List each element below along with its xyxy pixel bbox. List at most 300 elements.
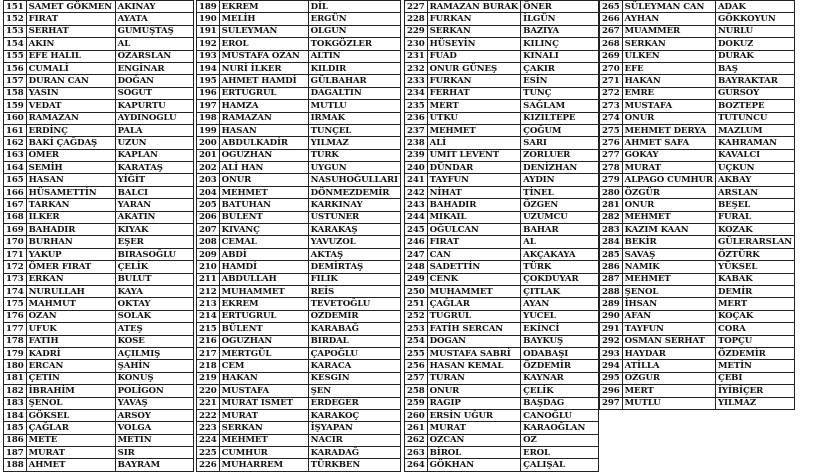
row-number: 184 (4, 409, 27, 421)
first-name: ÖZCAN (427, 434, 521, 446)
table-row (197, 75, 401, 87)
table-row (600, 174, 795, 186)
row-number: 274 (600, 112, 623, 124)
first-name: RAMAZAN (219, 112, 308, 124)
row-number: 257 (405, 372, 428, 384)
first-name: ERCAN (26, 360, 115, 372)
table-row (405, 447, 599, 459)
table-row (197, 372, 401, 384)
row-number: 161 (4, 124, 27, 136)
last-name: KONUŞ (115, 372, 193, 384)
first-name: HAYDAR (622, 347, 715, 359)
row-number: 225 (197, 447, 220, 459)
first-name: ALİ HAN (219, 162, 308, 174)
last-name: KAPURTU (115, 100, 193, 112)
first-name: FUAD (427, 50, 521, 62)
last-name: ÖZGEN (521, 199, 599, 211)
last-name: KIZILTEPE (521, 112, 599, 124)
first-name: EKREM (219, 298, 308, 310)
last-name: KAPLAN (115, 149, 193, 161)
table-row (4, 347, 194, 359)
table-row (600, 75, 795, 87)
first-name: SERKAN (427, 25, 521, 37)
table-row (4, 335, 194, 347)
last-name: ÖZDEMİR (521, 360, 599, 372)
last-name: DENİZHAN (521, 162, 599, 174)
first-name: CUMALİ (26, 62, 115, 74)
last-name: ÖZTÜRK (715, 248, 794, 260)
row-number: 272 (600, 87, 623, 99)
last-name: İLGÜN (521, 13, 599, 25)
row-number: 205 (197, 199, 220, 211)
row-number: 284 (600, 236, 623, 248)
last-name: DEMİRTAŞ (308, 261, 400, 273)
first-name: AKIN (26, 38, 115, 50)
row-number: 275 (600, 124, 623, 136)
last-name: OLGUN (308, 25, 400, 37)
first-name: ONUR (427, 385, 521, 397)
row-number: 224 (197, 434, 220, 446)
first-name: SERKAN (219, 422, 308, 434)
first-name: MURAT (219, 409, 308, 421)
last-name: EŞER (115, 236, 193, 248)
row-number: 183 (4, 397, 27, 409)
first-name: MEHMET (219, 186, 308, 198)
table-row (405, 397, 599, 409)
table-row (600, 162, 795, 174)
last-name: UZUN (115, 137, 193, 149)
table-row (197, 38, 401, 50)
last-name: ZORLUER (521, 149, 599, 161)
first-name: MUHARREM (219, 459, 308, 471)
first-name: DOĞAN (427, 335, 521, 347)
first-name: HASAN (26, 174, 115, 186)
row-number: 286 (600, 261, 623, 273)
row-number: 228 (405, 13, 428, 25)
table-row (600, 38, 795, 50)
first-name: MUHAMMET (219, 285, 308, 297)
first-name: SERKAN (622, 38, 715, 50)
first-name: ERSİN UĞUR (427, 409, 521, 421)
row-number: 267 (600, 25, 623, 37)
last-name: ÇOKDUYAR (521, 273, 599, 285)
table-row (4, 137, 194, 149)
row-number: 178 (4, 335, 27, 347)
first-name: OZAN (26, 310, 115, 322)
first-name: MURAT (427, 422, 521, 434)
row-number: 163 (4, 149, 27, 161)
first-name: MUSTAFA (622, 100, 715, 112)
first-name: İLKER (26, 211, 115, 223)
last-name: OKTAY (115, 298, 193, 310)
row-number: 196 (197, 87, 220, 99)
table-row (600, 360, 795, 372)
last-name: KILDIR (308, 62, 400, 74)
first-name: AFAN (622, 310, 715, 322)
table-row (197, 447, 401, 459)
table-row (4, 1, 194, 13)
last-name: FURAL (715, 211, 794, 223)
row-number: 261 (405, 422, 428, 434)
row-number: 217 (197, 347, 220, 359)
first-name: AHMET HAMDİ (219, 75, 308, 87)
table-row (4, 174, 194, 186)
row-number: 204 (197, 186, 220, 198)
first-name: CAN (427, 248, 521, 260)
last-name: SOLAK (115, 310, 193, 322)
table-row (197, 360, 401, 372)
table-row (600, 87, 795, 99)
last-name: MERT (715, 298, 794, 310)
first-name: MELİH (219, 13, 308, 25)
first-name: ÖZGÜR (622, 372, 715, 384)
row-number: 179 (4, 347, 27, 359)
table-row (4, 298, 194, 310)
first-name: UTKU (427, 112, 521, 124)
table-row (600, 261, 795, 273)
table-row (405, 174, 599, 186)
row-number: 266 (600, 13, 623, 25)
first-name: MEHMET DERYA (622, 124, 715, 136)
table-row (197, 434, 401, 446)
row-number: 173 (4, 273, 27, 285)
last-name: TÜTÜNCÜ (715, 112, 794, 124)
first-name: ONUR GÜNEŞ (427, 62, 521, 74)
last-name: POLİGON (115, 385, 193, 397)
row-number: 153 (4, 25, 27, 37)
first-name: FURKAN (427, 75, 521, 87)
row-number: 159 (4, 100, 27, 112)
first-name: SADETTİN (427, 261, 521, 273)
first-name: EFE HALİL (26, 50, 115, 62)
last-name: CANOĞLU (521, 409, 599, 421)
first-name: EMRE (622, 87, 715, 99)
roster-table-1 (3, 0, 194, 472)
row-number: 219 (197, 372, 220, 384)
table-row (600, 335, 795, 347)
last-name: ERDEĞER (308, 397, 400, 409)
last-name: EKİNCİ (521, 323, 599, 335)
table-row (4, 285, 194, 297)
row-number: 269 (600, 50, 623, 62)
row-number: 199 (197, 124, 220, 136)
first-name: BATUHAN (219, 199, 308, 211)
row-number: 167 (4, 199, 27, 211)
last-name: KARAKAŞ (308, 224, 400, 236)
first-name: OSMAN SERHAT (622, 335, 715, 347)
table-row (600, 285, 795, 297)
table-row (405, 360, 599, 372)
row-number: 270 (600, 62, 623, 74)
roster-column-4 (599, 0, 795, 410)
table-row (197, 13, 401, 25)
table-row (4, 149, 194, 161)
table-row (197, 459, 401, 471)
first-name: ERDİNÇ (26, 124, 115, 136)
row-number: 264 (405, 459, 428, 471)
table-row (600, 385, 795, 397)
table-row (197, 261, 401, 273)
row-number: 252 (405, 310, 428, 322)
first-name: DÜNDAR (427, 162, 521, 174)
row-number: 191 (197, 25, 220, 37)
table-row (4, 273, 194, 285)
table-row (4, 422, 194, 434)
table-row (600, 372, 795, 384)
row-number: 203 (197, 174, 220, 186)
table-row (197, 186, 401, 198)
table-row (405, 162, 599, 174)
row-number: 297 (600, 397, 623, 409)
row-number: 156 (4, 62, 27, 74)
row-number: 254 (405, 335, 428, 347)
row-number: 294 (600, 360, 623, 372)
last-name: KILINÇ (521, 38, 599, 50)
row-number: 198 (197, 112, 220, 124)
first-name: BAHADIR (427, 199, 521, 211)
row-number: 195 (197, 75, 220, 87)
row-number: 251 (405, 298, 428, 310)
last-name: ÖZDEMİR (308, 310, 400, 322)
last-name: SIR (115, 447, 193, 459)
first-name: RAMAZAN (26, 112, 115, 124)
first-name: ONUR (219, 174, 308, 186)
row-number: 260 (405, 409, 428, 421)
table-row (600, 1, 795, 13)
table-row (405, 112, 599, 124)
table-row (4, 397, 194, 409)
table-row (600, 211, 795, 223)
row-number: 285 (600, 248, 623, 260)
table-row (405, 199, 599, 211)
last-name: AYATA (115, 13, 193, 25)
row-number: 170 (4, 236, 27, 248)
table-row (405, 211, 599, 223)
first-name: ONUR (622, 199, 715, 211)
last-name: TUNÇ (521, 87, 599, 99)
table-row (197, 87, 401, 99)
row-number: 192 (197, 38, 220, 50)
first-name: ALPAGO CUMHUR (622, 174, 715, 186)
last-name: KÖSE (115, 335, 193, 347)
row-number: 226 (197, 459, 220, 471)
row-number: 193 (197, 50, 220, 62)
table-row (197, 211, 401, 223)
table-row (4, 62, 194, 74)
first-name: NAMIK (622, 261, 715, 273)
first-name: BÜLENT (219, 323, 308, 335)
last-name: KARATAŞ (115, 162, 193, 174)
last-name: IRMAK (308, 112, 400, 124)
row-number: 289 (600, 298, 623, 310)
last-name: CORA (715, 323, 794, 335)
last-name: İŞYAPAN (308, 422, 400, 434)
last-name: KARAOĞLAN (521, 422, 599, 434)
first-name: ÖMER (26, 149, 115, 161)
last-name: YÜKSEL (715, 261, 794, 273)
first-name: GÖKSEL (26, 409, 115, 421)
table-row (197, 273, 401, 285)
first-name: RAMAZAN BURAK (427, 1, 521, 13)
row-number: 200 (197, 137, 220, 149)
table-row (405, 335, 599, 347)
last-name: BAYRAKTAR (715, 75, 794, 87)
row-number: 247 (405, 248, 428, 260)
first-name: KAZIM KAAN (622, 224, 715, 236)
last-name: ATEŞ (115, 323, 193, 335)
row-number: 216 (197, 335, 220, 347)
row-number: 243 (405, 199, 428, 211)
row-number: 157 (4, 75, 27, 87)
first-name: BAHADIR (26, 224, 115, 236)
last-name: KARKINAY (308, 199, 400, 211)
first-name: OĞUZHAN (219, 149, 308, 161)
last-name: AÇILMIŞ (115, 347, 193, 359)
row-number: 276 (600, 137, 623, 149)
last-name: KARADAĞ (308, 447, 400, 459)
last-name: ÖZDEMİR (715, 347, 794, 359)
roster-column-2 (196, 0, 401, 472)
first-name: AHMET (26, 459, 115, 471)
last-name: İYİBİÇER (715, 385, 794, 397)
row-number: 171 (4, 248, 27, 260)
table-row (405, 38, 599, 50)
row-number: 209 (197, 248, 220, 260)
row-number: 177 (4, 323, 27, 335)
last-name: ÖZ (521, 434, 599, 446)
last-name: TÜRK (308, 149, 400, 161)
table-row (405, 62, 599, 74)
row-number: 221 (197, 397, 220, 409)
table-row (197, 335, 401, 347)
first-name: ÇAĞLAR (427, 298, 521, 310)
last-name: AKINAY (115, 1, 193, 13)
row-number: 194 (197, 62, 220, 74)
first-name: ÖZGÜR (622, 186, 715, 198)
last-name: SARI (521, 137, 599, 149)
first-name: SAVAŞ (622, 248, 715, 260)
first-name: ATİLLA (622, 360, 715, 372)
last-name: BAHAR (521, 224, 599, 236)
last-name: ÇITLAK (521, 285, 599, 297)
last-name: SÖĞÜT (115, 87, 193, 99)
row-number: 201 (197, 149, 220, 161)
table-row (197, 1, 401, 13)
row-number: 238 (405, 137, 428, 149)
last-name: BIRASOĞLU (115, 248, 193, 260)
table-row (4, 459, 194, 471)
row-number: 241 (405, 174, 428, 186)
last-name: YİĞİT (115, 174, 193, 186)
row-number: 281 (600, 199, 623, 211)
first-name: CEM (219, 360, 308, 372)
row-number: 279 (600, 174, 623, 186)
roster-table-4 (599, 0, 795, 410)
first-name: TUĞRUL (427, 310, 521, 322)
row-number: 282 (600, 211, 623, 223)
row-number: 239 (405, 149, 428, 161)
last-name: ŞEN (308, 385, 400, 397)
first-name: BAKİ ÇAĞDAŞ (26, 137, 115, 149)
last-name: VOLGA (115, 422, 193, 434)
last-name: NURLU (715, 25, 794, 37)
table-row (197, 25, 401, 37)
last-name: AYDINOĞLU (115, 112, 193, 124)
table-row (600, 248, 795, 260)
table-row (405, 186, 599, 198)
last-name: BAYRAM (115, 459, 193, 471)
first-name: ONUR (622, 112, 715, 124)
table-row (600, 137, 795, 149)
row-number: 190 (197, 13, 220, 25)
table-row (197, 298, 401, 310)
first-name: FATİH (26, 335, 115, 347)
row-number: 174 (4, 285, 27, 297)
first-name: KIVANÇ (219, 224, 308, 236)
table-row (197, 397, 401, 409)
last-name: KAYA (115, 285, 193, 297)
table-row (405, 236, 599, 248)
table-row (197, 347, 401, 359)
table-row (405, 434, 599, 446)
first-name: OĞUZHAN (219, 335, 308, 347)
last-name: ARSOY (115, 409, 193, 421)
table-row (600, 273, 795, 285)
table-row (4, 199, 194, 211)
row-number: 211 (197, 273, 220, 285)
first-name: ERTUĞRUL (219, 310, 308, 322)
row-number: 168 (4, 211, 27, 223)
table-row (4, 100, 194, 112)
last-name: GÜLERARSLAN (715, 236, 794, 248)
table-row (4, 236, 194, 248)
table-row (600, 124, 795, 136)
first-name: HÜSAMETTİN (26, 186, 115, 198)
table-row (197, 236, 401, 248)
first-name: MUTLU (622, 397, 715, 409)
table-row (197, 323, 401, 335)
first-name: BEKİR (622, 236, 715, 248)
row-number: 223 (197, 422, 220, 434)
last-name: REİS (308, 285, 400, 297)
last-name: KESGİN (308, 372, 400, 384)
last-name: METİN (115, 434, 193, 446)
first-name: FERHAT (427, 87, 521, 99)
last-name: ESİN (521, 75, 599, 87)
table-row (4, 38, 194, 50)
table-row (405, 87, 599, 99)
first-name: ÇAĞLAR (26, 422, 115, 434)
table-row (600, 13, 795, 25)
table-row (405, 50, 599, 62)
table-row (405, 100, 599, 112)
table-row (600, 298, 795, 310)
row-number: 237 (405, 124, 428, 136)
first-name: HAMDİ (219, 261, 308, 273)
last-name: KABAK (715, 273, 794, 285)
first-name: ŞENOL (26, 397, 115, 409)
row-number: 151 (4, 1, 27, 13)
last-name: PALA (115, 124, 193, 136)
row-number: 268 (600, 38, 623, 50)
first-name: HÜSEYİN (427, 38, 521, 50)
first-name: NURİ İLKER (219, 62, 308, 74)
last-name: ERGÜN (308, 13, 400, 25)
row-number: 232 (405, 62, 428, 74)
first-name: MEHMET (427, 124, 521, 136)
last-name: DAĞALTIN (308, 87, 400, 99)
table-row (600, 112, 795, 124)
